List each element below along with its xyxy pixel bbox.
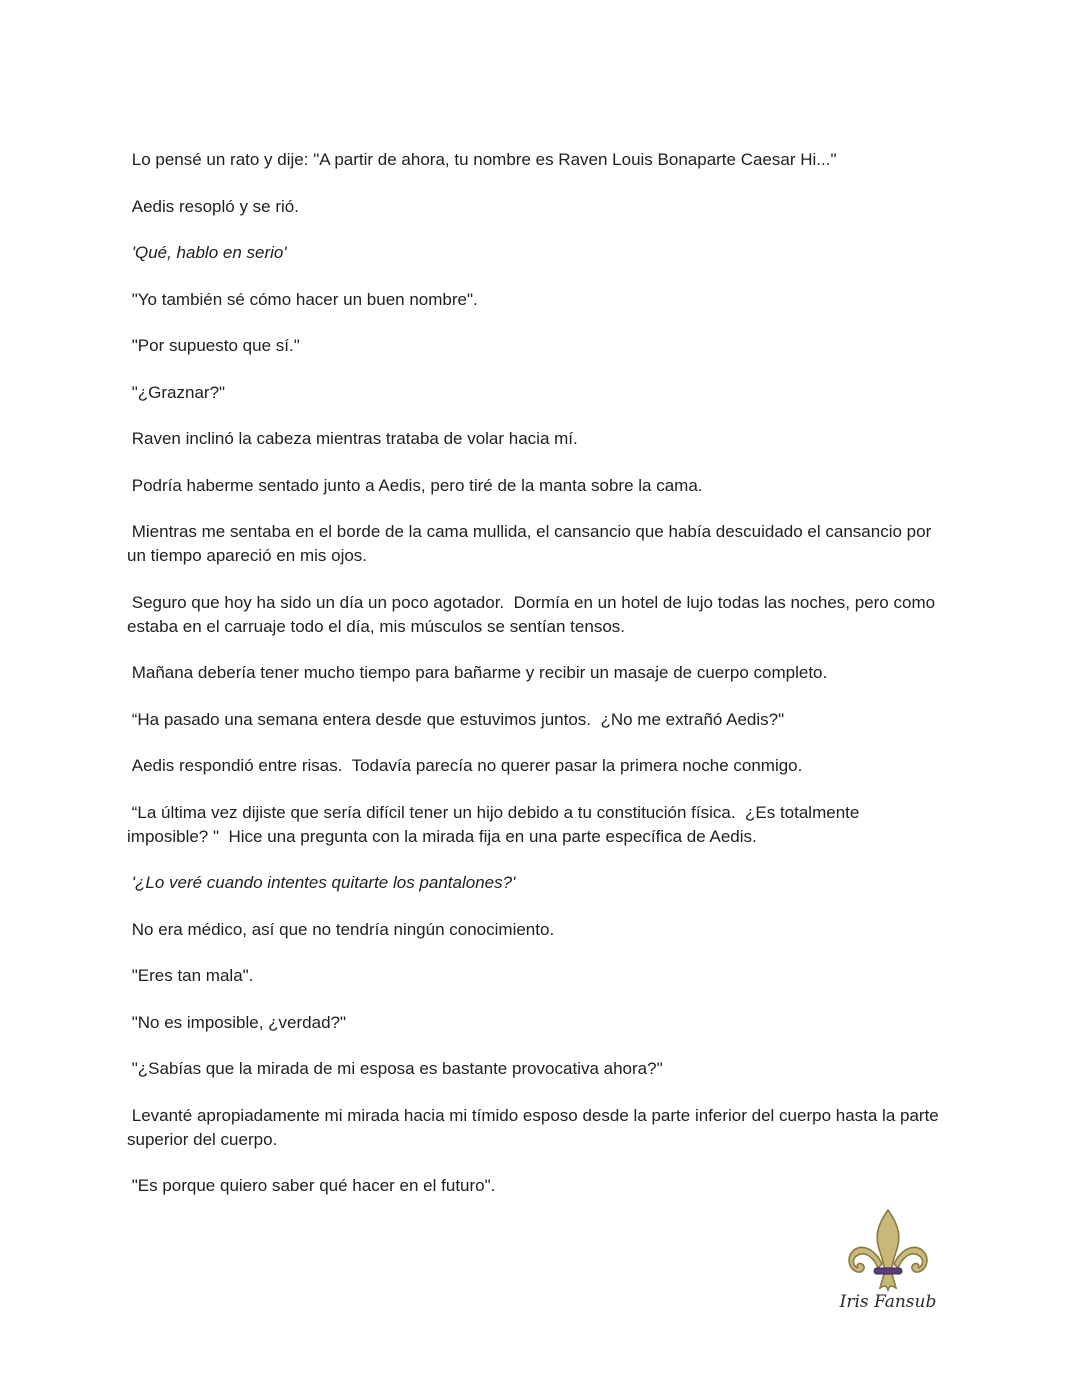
paragraph: “Ha pasado una semana entera desde que estuvimos juntos. ¿No me extrañó Aedis?" <box>127 709 785 729</box>
paragraph: Podría haberme sentado junto a Aedis, pero tiré de la manta sobre la cama. <box>127 475 703 495</box>
paragraph: Mientras me sentaba en el borde de la cama mullida, el cansancio que había descuidado el cansancio por un tiempo apareció en mis ojos. <box>127 522 936 565</box>
paragraph: "Por supuesto que sí." <box>127 336 300 355</box>
paragraph: No era médico, así que no tendría ningún conocimiento. <box>127 919 555 939</box>
watermark-logo <box>838 1208 938 1318</box>
document-body <box>127 148 942 1221</box>
watermark-text: Iris Fansub <box>839 1292 937 1312</box>
paragraph: Seguro que hoy ha sido un día un poco agotador. Dormía en un hotel de lujo todas las noches, pero como estaba en el carruaje todo el día, mis músculos se sentían tensos. <box>127 592 940 636</box>
paragraph: "¿Graznar?" <box>127 382 226 402</box>
paragraph: '¿Lo veré cuando intentes quitarte los pantalones?' <box>127 873 516 892</box>
paragraph: Mañana debería tener mucho tiempo para bañarme y recibir un masaje de cuerpo completo. <box>127 663 828 682</box>
paragraph: "Yo también sé cómo hacer un buen nombre". <box>127 289 478 309</box>
paragraph: 'Qué, hablo en serio' <box>127 243 287 262</box>
paragraph: "¿Sabías que la mirada de mi esposa es bastante provocativa ahora?" <box>127 1059 663 1078</box>
paragraph: Raven inclinó la cabeza mientras trataba de volar hacia mí. <box>127 429 578 448</box>
paragraph: Aedis resopló y se rió. <box>127 196 299 216</box>
fleur-de-lis-icon <box>844 1208 932 1292</box>
paragraph: "Eres tan mala". <box>127 966 254 985</box>
paragraph: Lo pensé un rato y dije: "A partir de ahora, tu nombre es Raven Louis Bonaparte Caesar Hi..." <box>127 150 837 169</box>
paragraph: "Es porque quiero saber qué hacer en el futuro". <box>127 1176 496 1195</box>
paragraph: "No es imposible, ¿verdad?" <box>127 1012 347 1032</box>
paragraph: “La última vez dijiste que sería difícil tener un hijo debido a tu constitución física. ¿Es totalmente imposible? " Hice una pregunta con la mirada fija en una parte específica de Aedis. <box>127 802 865 846</box>
paragraph: Levanté apropiadamente mi mirada hacia mi tímido esposo desde la parte inferior del cuerpo hasta la parte superior del cuerpo. <box>127 1105 944 1149</box>
paragraph: Aedis respondió entre risas. Todavía parecía no querer pasar la primera noche conmigo. <box>127 756 803 775</box>
